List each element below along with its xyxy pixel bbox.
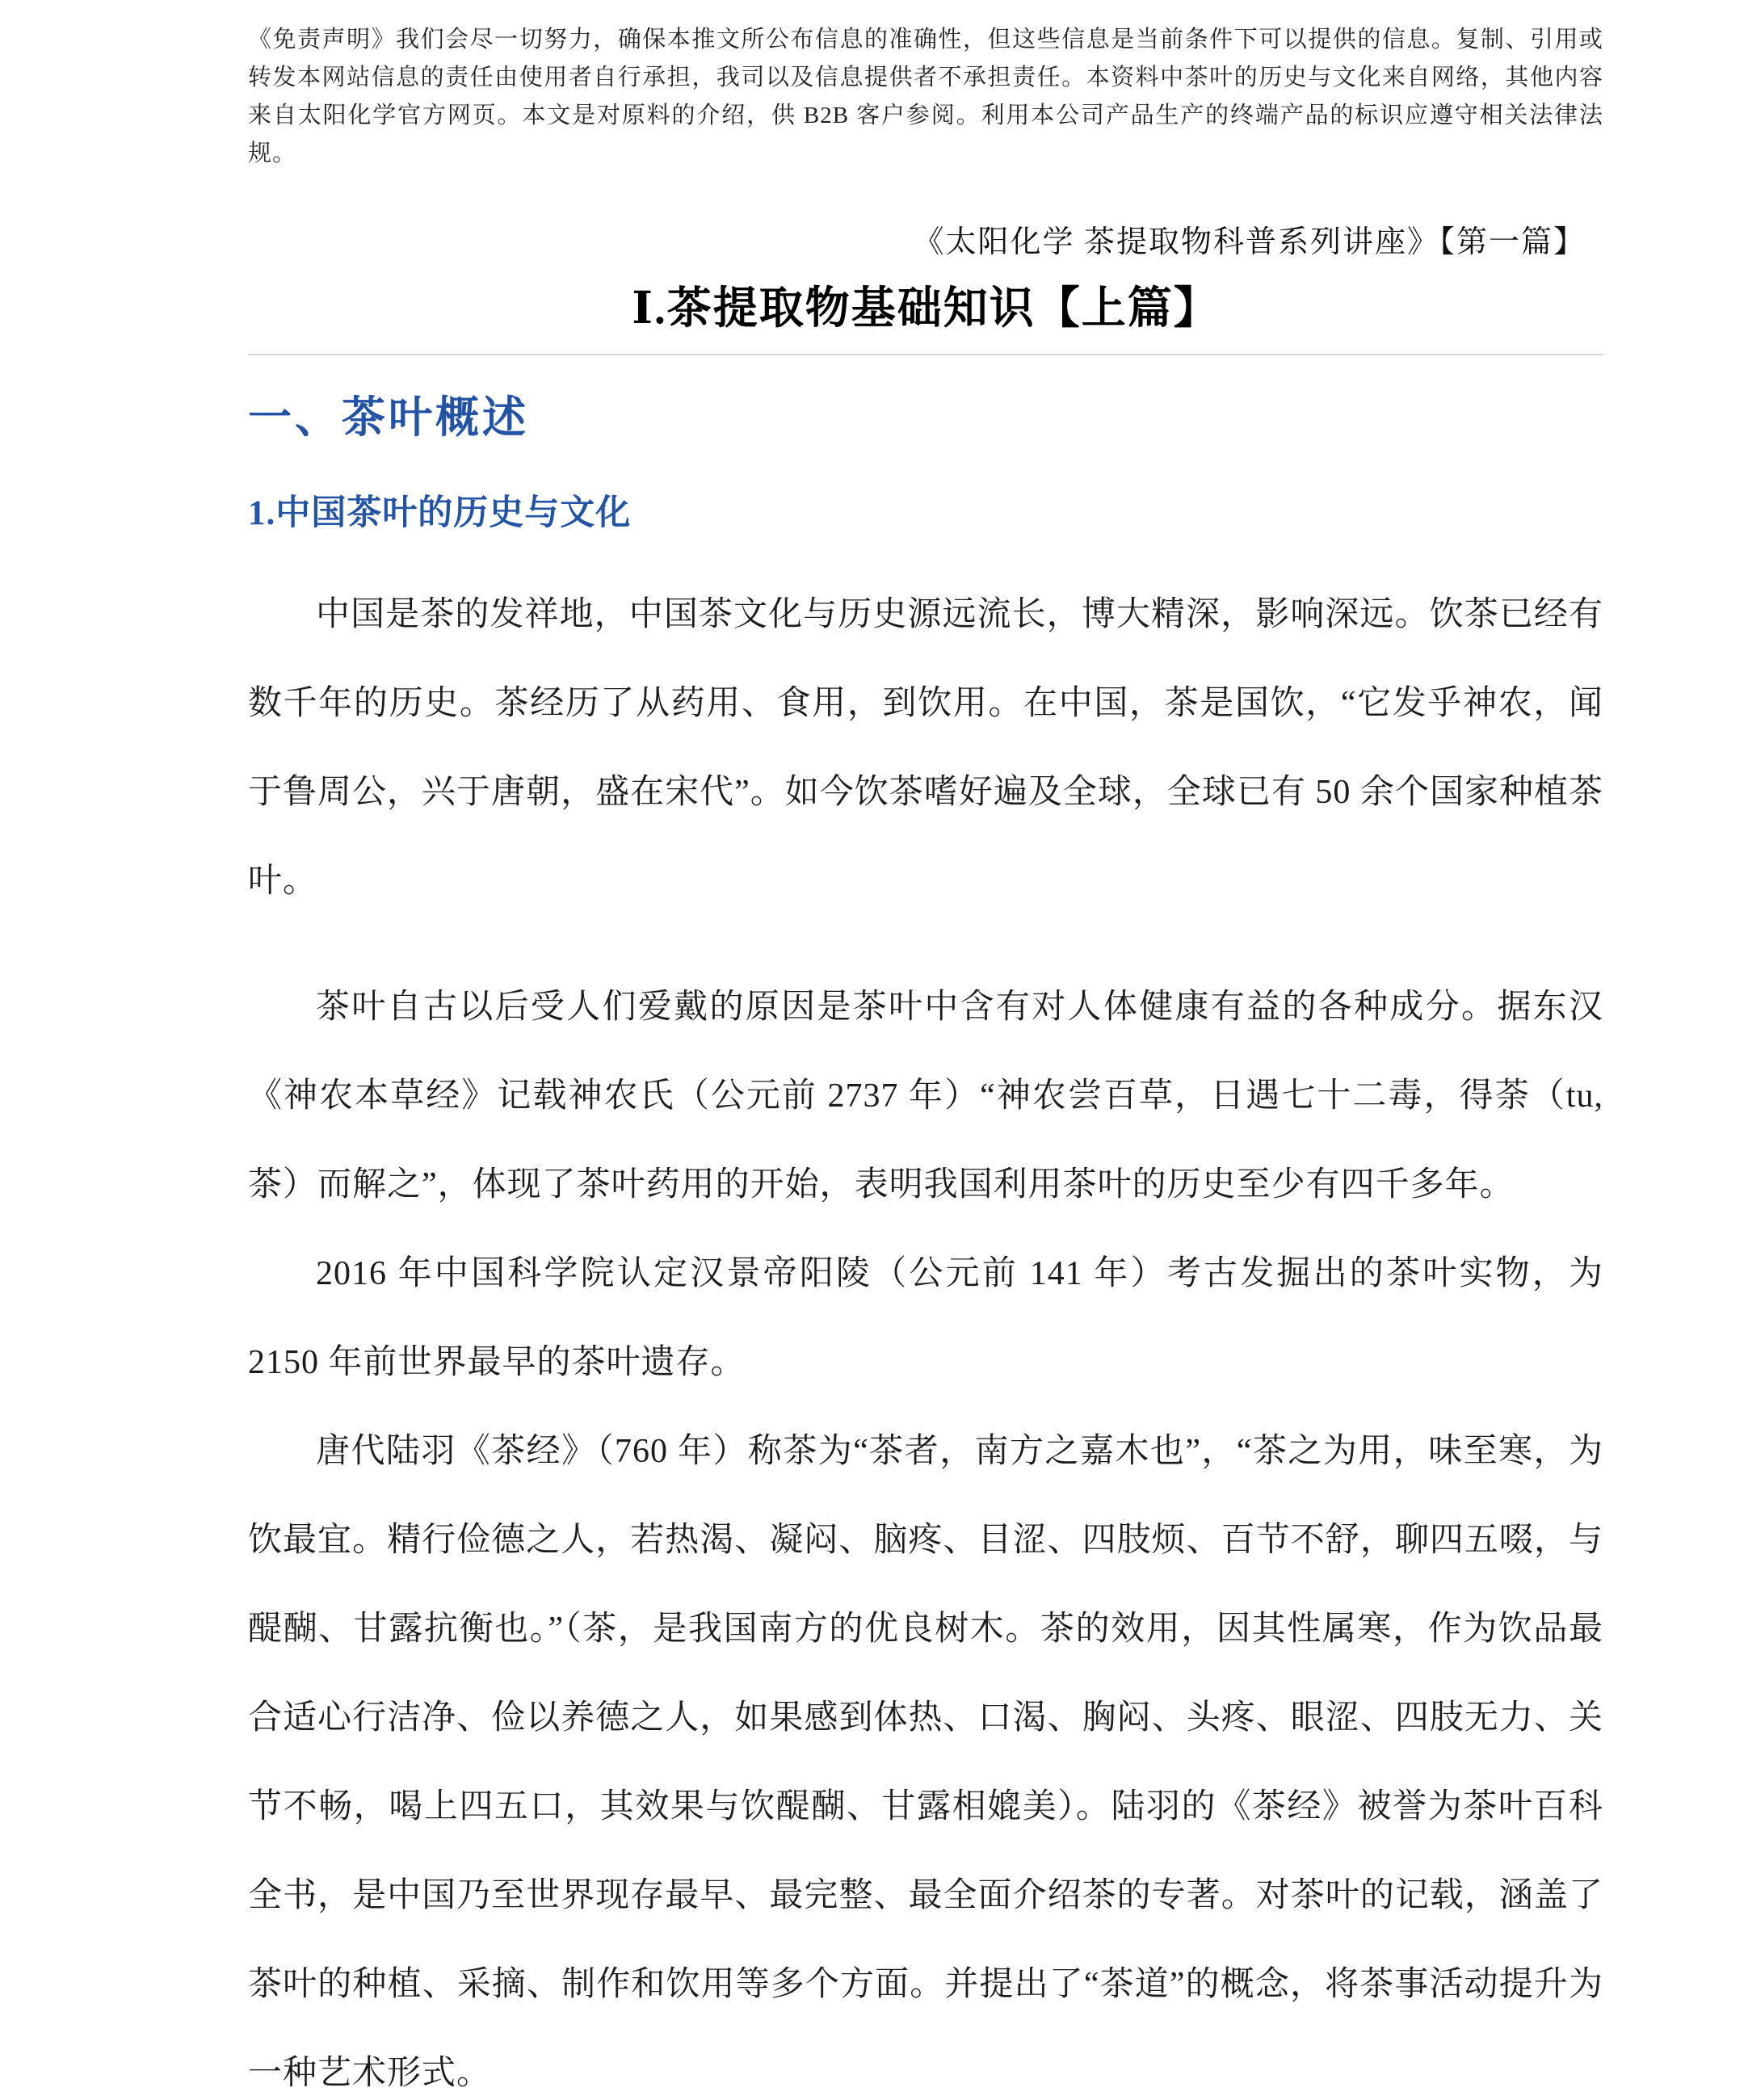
body-text	[248, 570, 1603, 2100]
page-title: Ⅰ.茶提取物基础知识【上篇】	[632, 284, 1220, 333]
body-paragraph: 中国是茶的发祥地，中国茶文化与历史源远流长，博大精深，影响深远。饮茶已经有数千年的历史。茶经历了从药用、食用，到饮用。在中国，茶是国饮，“它发乎神农，闻于鲁周公，兴于唐朝，盛在宋代”。如今饮茶嗜好遍及全球，全球已有 50 余个国家种植茶叶。	[248, 596, 1603, 900]
series-subtitle: 《太阳化学 茶提取物科普系列讲座》【第一篇】	[913, 225, 1586, 259]
section-heading: 一、茶叶概述	[248, 393, 529, 442]
body-paragraph: 茶叶自古以后受人们爱戴的原因是茶叶中含有对人体健康有益的各种成分。据东汉《神农本草经》记载神农氏（公元前 2737 年）“神农尝百草，日遇七十二毒，得荼（tu,茶）而解之”，体现了茶叶药用的开始，表明我国利用茶叶的历史至少有四千多年。	[248, 989, 1603, 1203]
body-paragraph: 2016 年中国科学院认定汉景帝阳陵（公元前 141 年）考古发掘出的茶叶实物，为 2150 年前世界最早的茶叶遗存。	[248, 1255, 1603, 1381]
disclaimer-text: 《免责声明》我们会尽一切努力，确保本推文所公布信息的准确性，但这些信息是当前条件下可以提供的信息。复制、引用或转发本网站信息的责任由使用者自行承担，我司以及信息提供者不承担责任。本资料中茶叶的历史与文化来自网络，其他内容来自太阳化学官方网页。本文是对原料的介绍，供 B2B 客户参阅。利用本公司产品生产的终端产品的标识应遵守相关法律法规。	[248, 27, 1603, 166]
subsection-heading: 1.中国茶叶的历史与文化	[248, 494, 632, 532]
body-paragraph: 唐代陆羽《茶经》（760 年）称茶为“茶者，南方之嘉木也”，“茶之为用，味至寒，为饮最宜。精行俭德之人，若热渴、凝闷、脑疼、目涩、四肢烦、百节不舒，聊四五啜，与醍醐、甘露抗衡也。”（茶，是我国南方的优良树木。茶的效用，因其性属寒，作为饮品最合适心行洁净、俭以养德之人，如果感到体热、口渴、胸闷、头疼、眼涩、四肢无力、关节不畅，喝上四五口，其效果与饮醍醐、甘露相媲美）。陆羽的《茶经》被誉为茶叶百科全书，是中国乃至世界现存最早、最完整、最全面介绍茶的专著。对茶叶的记载，涵盖了茶叶的种植、采摘、制作和饮用等多个方面。并提出了“茶道”的概念，将茶事活动提升为一种艺术形式。	[248, 1433, 1603, 2092]
title-divider	[248, 354, 1603, 355]
